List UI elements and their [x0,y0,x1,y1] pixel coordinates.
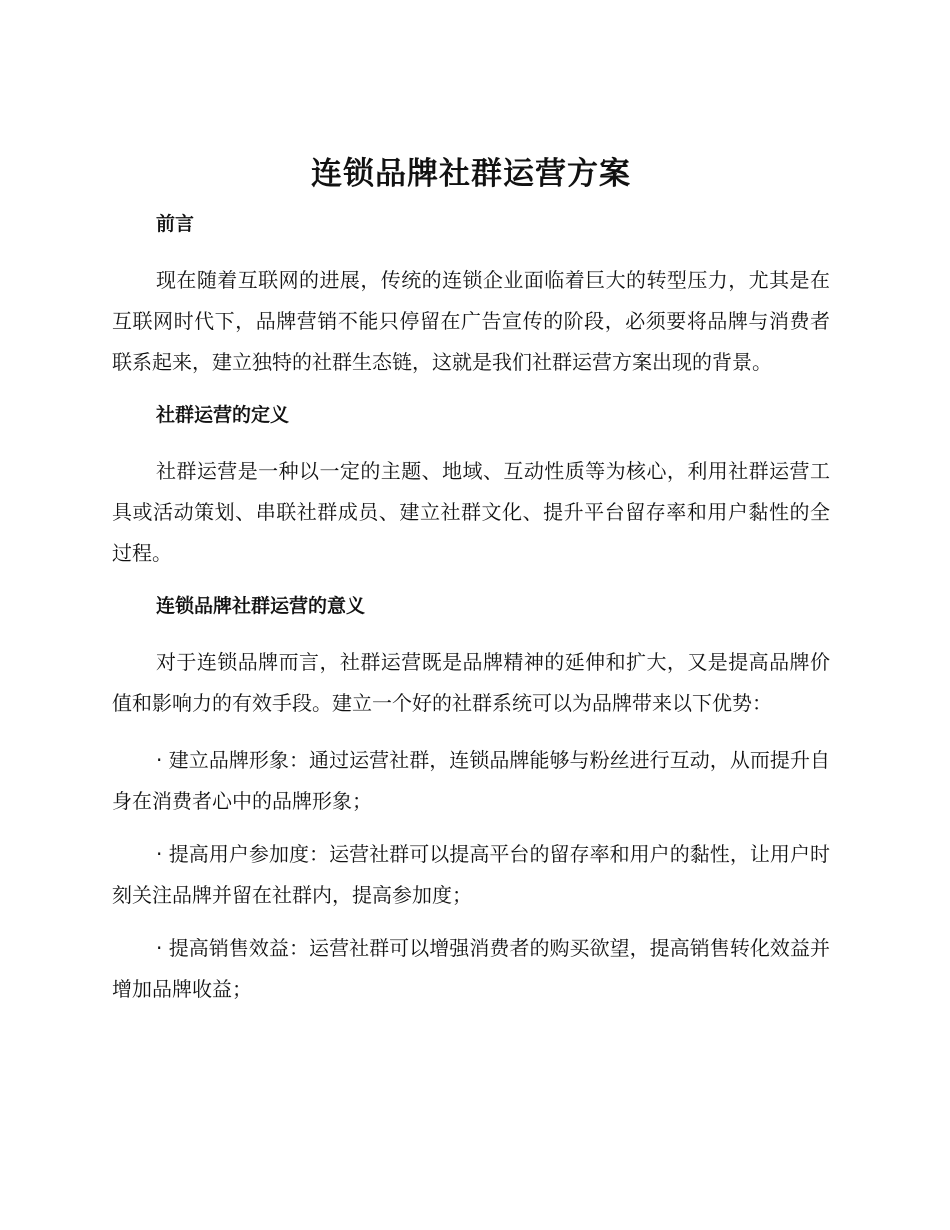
bullet-item-brand-image: · 建立品牌形象：通过运营社群，连锁品牌能够与粉丝进行互动，从而提升自身在消费者心中的品牌形象； [112,748,830,813]
bullet-item-user-engagement: · 提高用户参加度：运营社群可以提高平台的留存率和用户的黏性，让用户时刻关注品牌并留在社群内，提高参加度； [112,842,830,907]
paragraph-significance: 对于连锁品牌而言，社群运营既是品牌精神的延伸和扩大，又是提高品牌价值和影响力的有效手段。建立一个好的社群系统可以为品牌带来以下优势： [112,650,830,715]
paragraph-preface: 现在随着互联网的进展，传统的连锁企业面临着巨大的转型压力，尤其是在互联网时代下，品牌营销不能只停留在广告宣传的阶段，必须要将品牌与消费者联系起来，建立独特的社群生态链，这就是我们社群运营方案出现的背景。 [112,268,830,374]
document-title: 连锁品牌社群运营方案 [311,156,631,192]
section-heading-definition: 社群运营的定义 [156,404,290,426]
paragraph-definition: 社群运营是一种以一定的主题、地域、互动性质等为核心，利用社群运营工具或活动策划、串联社群成员、建立社群文化、提升平台留存率和用户黏性的全过程。 [112,459,830,565]
section-heading-significance: 连锁品牌社群运营的意义 [156,595,366,617]
bullet-item-sales-benefit: · 提高销售效益：运营社群可以增强消费者的购买欲望，提高销售转化效益并增加品牌收益； [112,936,830,1001]
section-heading-preface: 前言 [156,213,195,235]
